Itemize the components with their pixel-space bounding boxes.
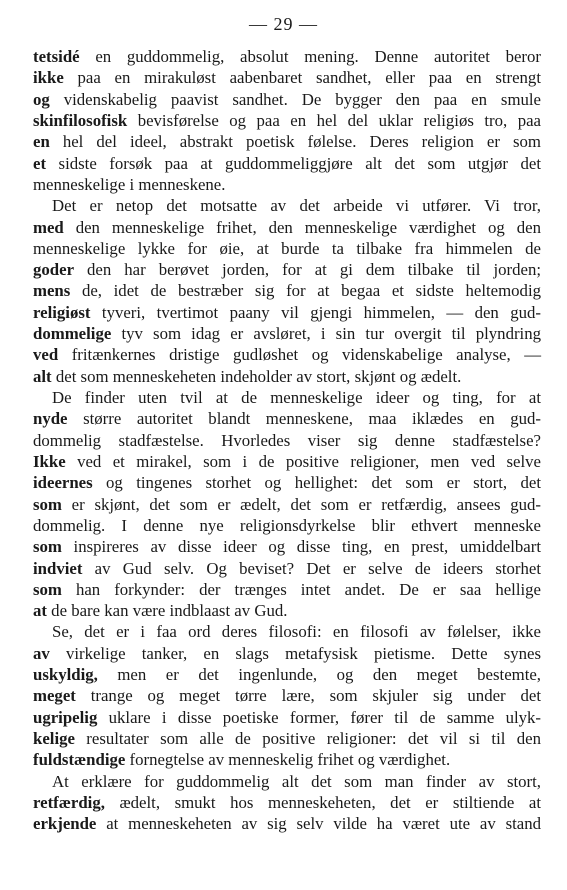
line-lead-word: religiøst [33, 302, 91, 322]
line-lead-word: av [33, 643, 50, 663]
line-text: de bare kan være indblaast av Gud. [46, 601, 288, 621]
line-text: resultater som alle de positive religioner: det vil si til den [74, 729, 541, 748]
line-lead-word: erkjende [33, 814, 97, 834]
line-text: det som menneskeheten indeholder av stort, skjønt og ædelt. [51, 366, 462, 386]
line-lead-word: som [33, 494, 62, 514]
line-lead-word: ved [33, 345, 59, 365]
text-line [33, 771, 541, 792]
line-lead-word: fuldstændige [33, 750, 126, 770]
text-line [33, 558, 541, 579]
line-text: bevisførelse og paa en hel del uklar religiøs tro, paa [127, 110, 541, 130]
text-line [33, 323, 541, 344]
line-lead-word: alt [33, 366, 52, 386]
line-text: fritænkernes dristige gudløshet og videnskabelige analyse, — [58, 345, 541, 365]
line-text: fornegtelse av menneskelig frihet og værdighet. [125, 750, 451, 770]
line-text: menneskelige i menneskene. [33, 174, 226, 194]
line-text: hel del ideel, abstrakt poetisk følelse. Deres religion er som [49, 132, 541, 152]
line-text: tyv som idag er avsløret, i sin tur overgit til plyndring [111, 324, 541, 344]
text-line [33, 579, 541, 600]
line-lead-word: at [33, 601, 47, 621]
text-line [33, 46, 541, 67]
text-line [33, 472, 541, 493]
line-text: videnskabelig paavist sandhet. De bygger den paa en smule [49, 89, 541, 109]
line-text: At erklære for guddommelig alt det som man finder av stort, [52, 771, 541, 791]
text-line [33, 451, 541, 472]
line-lead-word: og [33, 89, 50, 109]
line-text: er skjønt, det som er ædelt, det som er retfærdig, ansees gud- [61, 494, 541, 514]
line-text: De finder uten tvil at de menneskelige ideer og ting, for at [52, 388, 541, 407]
line-lead-word: tetsidé [33, 47, 80, 66]
line-lead-word: ikke [33, 68, 64, 88]
line-text: den menneskelige frihet, den menneskelige værdighet og den [63, 217, 541, 237]
line-lead-word: dommelige [33, 324, 112, 344]
text-line [33, 600, 541, 621]
line-text: en guddommelig, absolut mening. Denne autoritet beror [79, 47, 541, 66]
text-line [33, 728, 541, 749]
line-text: sidste forsøk paa at guddommeliggjøre alt det som utgjør det [46, 153, 541, 173]
line-lead-word: kelige [33, 729, 75, 748]
line-text: men er det ingenlunde, og den meget bestemte, [97, 665, 541, 685]
text-line [33, 664, 541, 685]
line-text: ved et mirakel, som i de positive religioner, men ved selve [65, 451, 541, 471]
line-lead-word: en [33, 132, 50, 152]
text-line [33, 643, 541, 664]
body-text [33, 46, 541, 835]
line-text: de, idet de bestræber sig for at begaa et sidste heltemodig [70, 281, 541, 301]
text-line [33, 344, 541, 365]
text-line [33, 430, 541, 451]
line-text: ædelt, smukt hos menneskeheten, det er stiltiende at [104, 792, 541, 812]
text-line [33, 792, 541, 813]
line-lead-word: som [33, 537, 62, 557]
line-text: han forkynder: der trænges intet andet. De er saa hellige [61, 579, 541, 599]
line-lead-word: Ikke [33, 451, 66, 471]
text-line [33, 494, 541, 515]
text-line [33, 238, 541, 259]
text-line [33, 749, 541, 770]
text-line [33, 408, 541, 429]
line-text: inspireres av disse ideer og disse ting, en prest, umiddelbart [61, 537, 541, 557]
text-line [33, 366, 541, 387]
line-text: trange og meget tørre lære, som skjuler sig under det [75, 686, 541, 706]
text-line [33, 515, 541, 536]
text-line [33, 195, 541, 216]
text-line [33, 707, 541, 728]
line-lead-word: ugripelig [33, 707, 98, 727]
text-line [33, 259, 541, 280]
text-line [33, 536, 541, 557]
line-text: og tingenes storhet og hellighet: det som er stort, det [92, 473, 541, 493]
text-line [33, 89, 541, 110]
line-lead-word: meget [33, 686, 76, 706]
line-lead-word: skinfilosofisk [33, 110, 128, 130]
text-line [33, 387, 541, 408]
line-text: dommelig stadfæstelse. Hvorledes viser sig denne stadfæstelse? [33, 430, 541, 450]
line-lead-word: et [33, 153, 47, 173]
line-text: av Gud selv. Og beviset? Det er selve de ideers storhet [82, 558, 541, 578]
page-number: — 29 — [249, 14, 318, 34]
line-lead-word: med [33, 217, 64, 237]
line-text: Se, det er i faa ord deres filosofi: en filosofi av følelser, ikke [52, 622, 541, 642]
text-line [33, 131, 541, 152]
text-line [33, 813, 541, 834]
text-line [33, 217, 541, 238]
text-line [33, 67, 541, 88]
text-line [33, 280, 541, 301]
line-lead-word: indviet [33, 558, 83, 578]
line-lead-word: mens [33, 281, 71, 301]
text-line [33, 110, 541, 131]
text-line [33, 153, 541, 174]
line-text: den har berøvet jorden, for at gi dem tilbake til jorden; [74, 260, 541, 280]
line-text: større autoritet blandt menneskene, maa iklædes en gud- [67, 409, 541, 429]
text-line [33, 685, 541, 706]
line-text: Det er netop det motsatte av det arbeide vi utfører. Vi tror, [52, 196, 541, 216]
line-text: at menneskeheten av sig selv vilde ha været ute av stand [96, 814, 541, 834]
line-lead-word: goder [33, 260, 75, 280]
line-text: menneskelige lykke for øie, at burde ta tilbake fra himmelen de [33, 238, 541, 258]
line-lead-word: nyde [33, 409, 68, 429]
text-line [33, 174, 541, 195]
line-lead-word: ideernes [33, 473, 93, 493]
line-text: dommelig. I denne nye religionsdyrkelse blir ethvert menneske [33, 515, 541, 535]
line-lead-word: retfærdig, [33, 792, 105, 812]
text-line [33, 621, 541, 642]
line-text: tyveri, tvertimot paany vil gjengi himmelen, — den gud- [90, 302, 541, 322]
line-text: paa en mirakuløst aabenbaret sandhet, eller paa en strengt [63, 68, 541, 88]
line-text: uklare i disse poetiske former, fører til de samme ulyk- [97, 707, 541, 727]
line-text: virkelige tanker, en slags metafysisk pietisme. Dette synes [49, 643, 541, 663]
text-line [33, 302, 541, 323]
line-lead-word: uskyldig, [33, 665, 98, 685]
line-lead-word: som [33, 579, 62, 599]
